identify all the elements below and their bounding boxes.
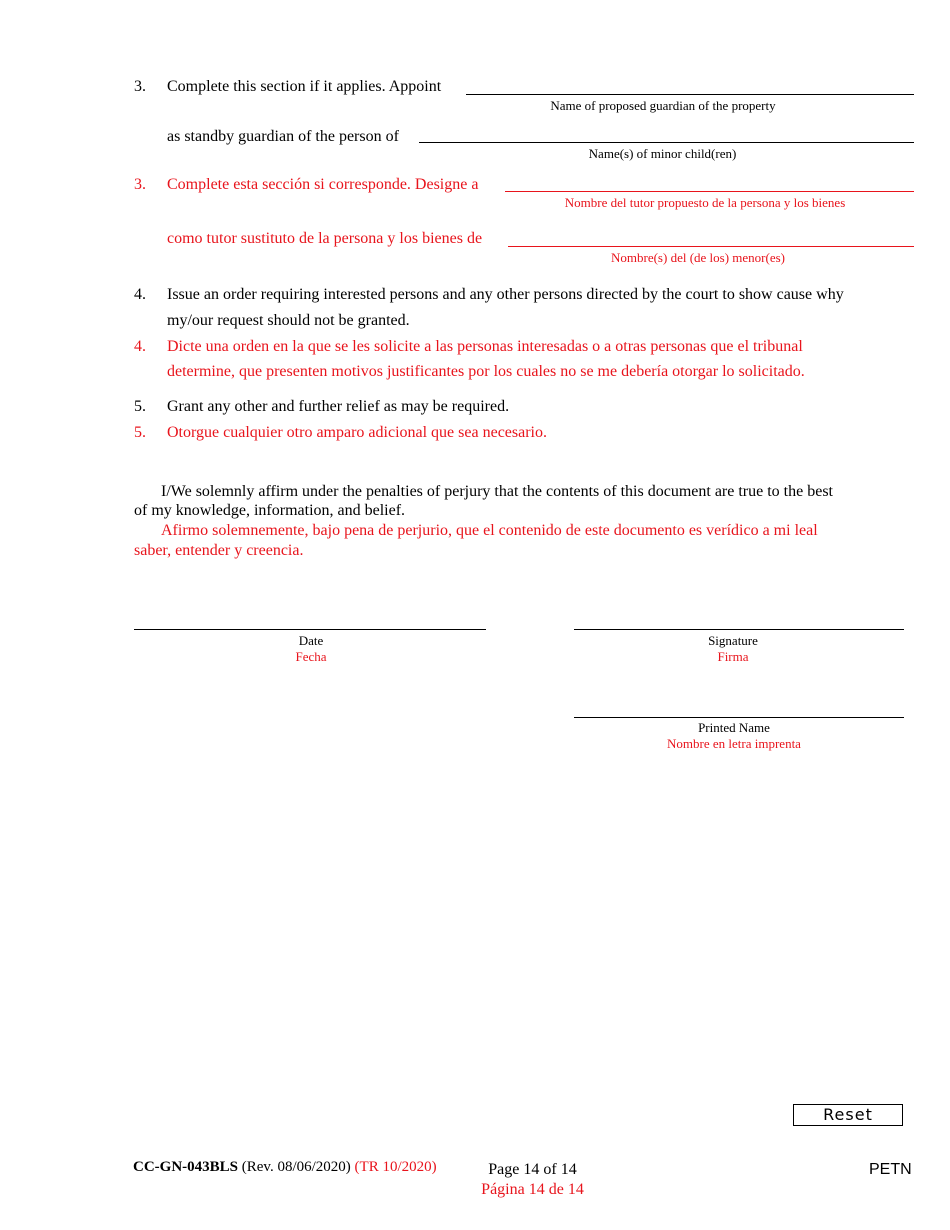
minor-children-caption: Name(s) of minor child(ren) bbox=[588, 146, 737, 161]
item5-es-number: 5. bbox=[134, 424, 146, 441]
item3-es-text: Complete esta sección si corresponde. Designe a bbox=[167, 176, 479, 193]
item3-en-text: Complete this section if it applies. Appoint bbox=[167, 78, 442, 95]
affirmation-en-line1: I/We solemnly affirm under the penalties of perjury that the contents of this document are true to the best bbox=[161, 483, 833, 500]
tutor-nombre-field[interactable] bbox=[505, 191, 914, 192]
printed-name-field[interactable] bbox=[574, 717, 904, 718]
form-code: CC-GN-043BLS bbox=[133, 1159, 239, 1175]
printed-name-caption: Printed Name bbox=[698, 720, 770, 735]
signature-caption: Signature bbox=[708, 633, 758, 648]
date-field[interactable] bbox=[134, 629, 486, 630]
item5-en-text: Grant any other and further relief as may be required. bbox=[167, 398, 510, 415]
translation-revision: (TR 10/2020) bbox=[354, 1159, 437, 1175]
minor-children-name-field[interactable] bbox=[419, 142, 914, 143]
affirmation-en-line2: of my knowledge, information, and belief. bbox=[134, 502, 406, 519]
item3-es-number: 3. bbox=[134, 176, 146, 193]
date-caption: Date bbox=[298, 633, 324, 648]
footer-form-id bbox=[133, 1157, 437, 1177]
item5-en-number: 5. bbox=[134, 398, 146, 415]
signature-field[interactable] bbox=[574, 629, 904, 630]
firma-caption: Firma bbox=[717, 649, 749, 664]
item4-en-number: 4. bbox=[134, 286, 146, 303]
page-number-en: Page 14 of 14 bbox=[488, 1161, 577, 1178]
reset-button[interactable]: Reset bbox=[793, 1104, 903, 1126]
affirmation-es-line1: Afirmo solemnemente, bajo pena de perjurio, que el contenido de este documento es verídico a mi leal bbox=[161, 522, 818, 539]
form-revision: (Rev. 08/06/2020) bbox=[241, 1159, 351, 1175]
item4-en-line1: Issue an order requiring interested persons and any other persons directed by the court to show cause why bbox=[167, 286, 844, 303]
affirmation-es-line2: saber, entender y creencia. bbox=[134, 542, 304, 559]
item3-es-line2: como tutor sustituto de la persona y los bienes de bbox=[167, 230, 483, 247]
item4-es-line2: determine, que presenten motivos justificantes por los cuales no se me debería otorgar lo solicitado. bbox=[167, 363, 805, 380]
guardian-property-name-field[interactable] bbox=[466, 94, 914, 95]
menores-nombre-caption: Nombre(s) del (de los) menor(es) bbox=[611, 250, 785, 265]
page-number-es: Página 14 de 14 bbox=[481, 1181, 584, 1198]
menores-nombre-field[interactable] bbox=[508, 246, 914, 247]
item3-en-number: 3. bbox=[134, 78, 146, 95]
fecha-caption: Fecha bbox=[295, 649, 327, 664]
tutor-nombre-caption: Nombre del tutor propuesto de la persona y los bienes bbox=[564, 195, 846, 210]
guardian-property-caption: Name of proposed guardian of the property bbox=[550, 98, 776, 113]
item4-es-line1: Dicte una orden en la que se les solicite a las personas interesadas o a otras personas que el tribunal bbox=[167, 338, 803, 355]
nombre-imprenta-caption: Nombre en letra imprenta bbox=[667, 736, 801, 751]
document-type-code: PETN bbox=[869, 1161, 912, 1178]
item4-es-number: 4. bbox=[134, 338, 146, 355]
item3-en-line2: as standby guardian of the person of bbox=[167, 128, 399, 145]
item5-es-text: Otorgue cualquier otro amparo adicional que sea necesario. bbox=[167, 424, 547, 441]
item4-en-line2: my/our request should not be granted. bbox=[167, 312, 410, 329]
